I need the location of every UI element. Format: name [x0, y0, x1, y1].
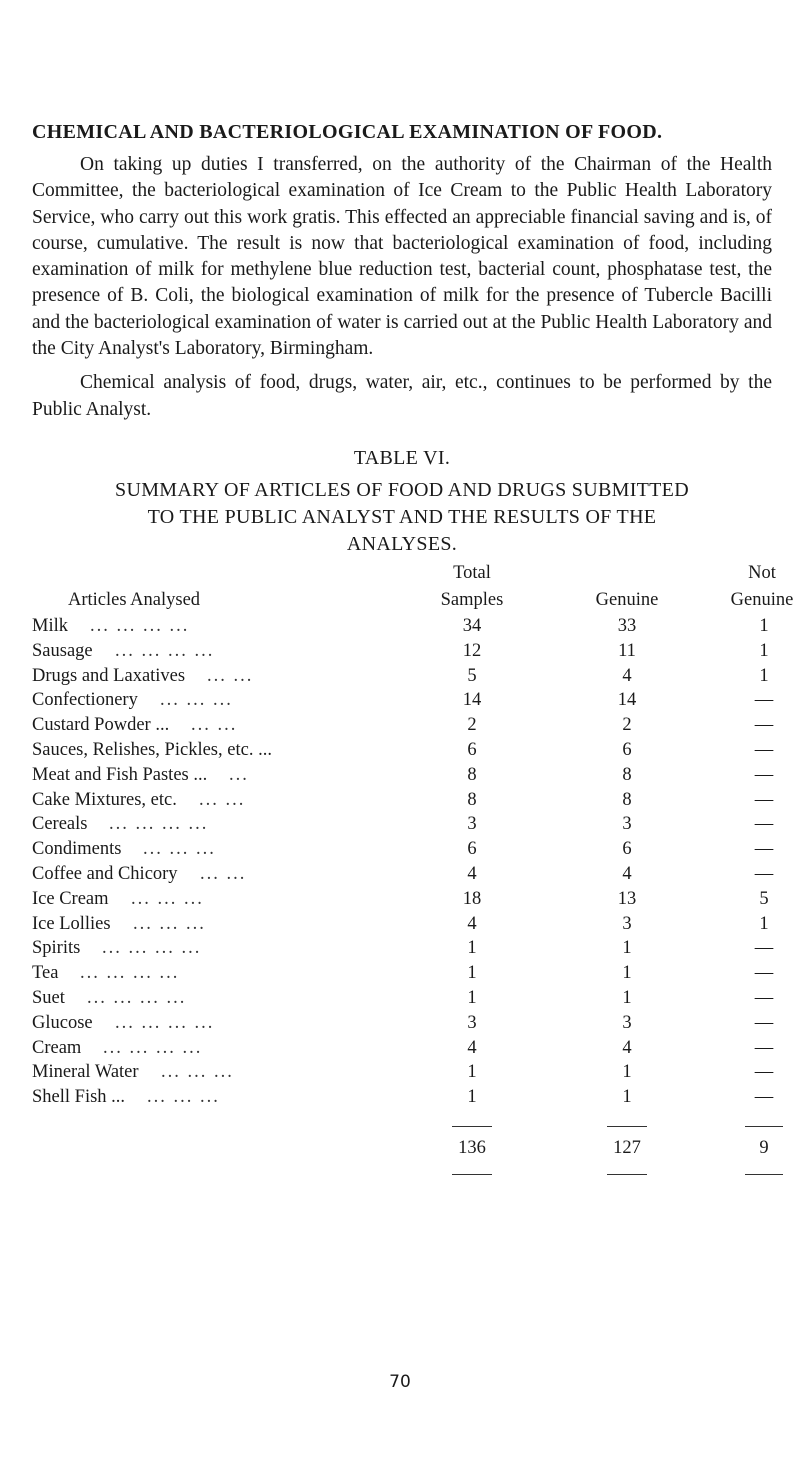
article-name: Ice Lollies [32, 913, 111, 934]
genuine-cell: 33 [617, 615, 637, 636]
genuine-cell: 4 [622, 863, 632, 884]
genuine-cell: 3 [622, 913, 632, 934]
table-header-top [32, 560, 776, 587]
leader-dots: ... ... ... [161, 1062, 234, 1083]
total-samples-cell: 1 [467, 1062, 477, 1083]
genuine-cell: 4 [622, 1037, 632, 1058]
table-row [32, 738, 772, 763]
total-samples-cell: 18 [462, 888, 482, 909]
leader-dots: ... ... ... [160, 690, 233, 711]
not-genuine-cell: — [754, 715, 774, 736]
rule [745, 1174, 783, 1176]
table-summary [32, 477, 772, 558]
not-genuine-cell: — [754, 963, 774, 984]
summary-line: TO THE PUBLIC ANALYST AND THE RESULTS OF THE [147, 505, 657, 528]
total-samples: 136 [458, 1137, 486, 1158]
article-name: Confectionery [32, 690, 138, 711]
total-samples-cell: 3 [467, 814, 477, 835]
leader-dots: ... ... [199, 789, 246, 810]
not-genuine-cell: 1 [759, 640, 769, 661]
page-number: 70 [389, 1372, 411, 1392]
total-samples-cell: 3 [467, 1012, 477, 1033]
header-not-genuine: Genuine [730, 589, 794, 610]
table-row [32, 961, 772, 986]
table-row [32, 788, 772, 813]
genuine-cell: 6 [622, 739, 632, 760]
total-samples-cell: 6 [467, 839, 477, 860]
total-samples-cell: 1 [467, 938, 477, 959]
table-row [32, 713, 772, 738]
not-genuine-cell: — [754, 987, 774, 1008]
table-row [32, 986, 772, 1011]
table-row [32, 812, 772, 837]
rule [607, 1174, 647, 1176]
not-genuine-cell: — [754, 789, 774, 810]
genuine-cell: 14 [617, 690, 637, 711]
paragraph-transfer: On taking up duties I transferred, on the authority of the Chairman of the Health Committee, the bacteriological examination of Ice Cream to the Public Health Laboratory Service, who carry out this work gratis. This effected an appreciable financial saving and is, of course, cumulative. The result is now that bacteriological examination of food, including examination of milk for methylene blue reduction test, bacterial count, phosphatase test, the presence of B. Coli, the biological examination of milk for the presence of Tubercle Bacilli and the bacteriological examination of water is carried out at the Public Health Laboratory and the City Analyst's Laboratory, Birmingham. [32, 154, 772, 360]
article-name: Glucose [32, 1012, 93, 1033]
article-name: Milk [32, 615, 68, 636]
table-row [32, 614, 772, 639]
leader-dots: ... ... ... ... [103, 1037, 203, 1058]
leader-dots: ... ... [191, 715, 238, 736]
table-row [32, 639, 772, 664]
totals-row [32, 1130, 772, 1166]
table-row [32, 912, 772, 937]
header-genuine: Genuine [595, 589, 659, 610]
article-name: Cake Mixtures, etc. [32, 789, 177, 810]
total-samples-cell: 1 [467, 1087, 477, 1108]
total-genuine: 127 [613, 1137, 641, 1158]
not-genuine-cell: — [754, 1012, 774, 1033]
genuine-cell: 4 [622, 665, 632, 686]
not-genuine-cell: 5 [759, 888, 769, 909]
genuine-cell: 11 [618, 640, 636, 661]
table-row [32, 1060, 772, 1085]
table-title: TABLE VI. [353, 446, 451, 469]
genuine-cell: 3 [622, 1012, 632, 1033]
article-name: Suet [32, 987, 65, 1008]
not-genuine-cell: — [754, 814, 774, 835]
article-name: Sauces, Relishes, Pickles, etc. ... [32, 739, 272, 760]
section-heading: CHEMICAL AND BACTERIOLOGICAL EXAMINATION OF FOOD. [32, 121, 663, 143]
total-samples-cell: 5 [467, 665, 477, 686]
not-genuine-cell: 1 [759, 913, 769, 934]
article-name: Sausage [32, 640, 93, 661]
summary-line: ANALYSES. [346, 532, 458, 555]
table-row [32, 1085, 772, 1110]
rule [452, 1126, 492, 1128]
leader-dots: ... ... ... [143, 839, 216, 860]
article-name: Drugs and Laxatives [32, 665, 186, 686]
total-rules-bottom [32, 1166, 772, 1180]
table-row [32, 763, 772, 788]
article-name: Spirits [32, 938, 81, 959]
not-genuine-cell: — [754, 839, 774, 860]
genuine-cell: 6 [622, 839, 632, 860]
total-samples-cell: 4 [467, 1037, 477, 1058]
table-row [32, 837, 772, 862]
table-row [32, 1011, 772, 1036]
genuine-cell: 3 [622, 814, 632, 835]
total-rules-top [32, 1110, 772, 1128]
table-row [32, 688, 772, 713]
rule [607, 1126, 647, 1128]
genuine-cell: 1 [622, 987, 632, 1008]
not-genuine-cell: — [754, 938, 774, 959]
total-samples-cell: 6 [467, 739, 477, 760]
document-page [32, 118, 794, 1180]
leader-dots: ... ... ... [147, 1087, 220, 1108]
header-total: Total [453, 562, 491, 583]
total-samples-cell: 1 [467, 963, 477, 984]
article-name: Cream [32, 1037, 82, 1058]
not-genuine-cell: — [754, 1037, 774, 1058]
article-name: Condiments [32, 839, 122, 860]
leader-dots: ... ... ... ... [115, 1012, 215, 1033]
total-samples-cell: 8 [467, 789, 477, 810]
leader-dots: ... [229, 764, 249, 785]
food-analysis-table [32, 560, 794, 1180]
leader-dots: ... ... ... ... [115, 640, 215, 661]
not-genuine-cell: — [754, 1087, 774, 1108]
not-genuine-cell: 1 [759, 615, 769, 636]
article-name: Tea [32, 963, 59, 984]
leader-dots: ... ... ... ... [90, 615, 190, 636]
table-row [32, 664, 772, 689]
header-samples: Samples [440, 589, 504, 610]
genuine-cell: 1 [622, 963, 632, 984]
table-row [32, 1036, 772, 1061]
article-name: Meat and Fish Pastes ... [32, 764, 208, 785]
not-genuine-cell: — [754, 1062, 774, 1083]
genuine-cell: 8 [622, 764, 632, 785]
table-row [32, 887, 772, 912]
total-samples-cell: 4 [467, 913, 477, 934]
rule [452, 1174, 492, 1176]
leader-dots: ... ... ... [131, 888, 204, 909]
summary-line: SUMMARY OF ARTICLES OF FOOD AND DRUGS SUBMITTED [115, 478, 689, 501]
leader-dots: ... ... [200, 863, 247, 884]
leader-dots: ... ... ... ... [80, 963, 180, 984]
article-name: Custard Powder ... [32, 715, 170, 736]
table-row [32, 862, 772, 887]
genuine-cell: 2 [622, 715, 632, 736]
leader-dots: ... ... ... ... [109, 814, 209, 835]
leader-dots: ... ... ... ... [102, 938, 202, 959]
total-samples-cell: 1 [467, 987, 477, 1008]
header-not: Not [748, 562, 776, 583]
total-samples-cell: 12 [462, 640, 482, 661]
total-samples-cell: 34 [462, 615, 482, 636]
total-samples-cell: 4 [467, 863, 477, 884]
article-name: Coffee and Chicory [32, 863, 178, 884]
paragraph-chemical-analysis: Chemical analysis of food, drugs, water, air, etc., continues to be performed by the Public Analyst. [32, 372, 772, 420]
rule [745, 1126, 783, 1128]
genuine-cell: 1 [622, 938, 632, 959]
not-genuine-cell: 1 [759, 665, 769, 686]
total-samples-cell: 2 [467, 715, 477, 736]
table-header-bottom [32, 587, 794, 614]
article-name: Shell Fish ... [32, 1087, 126, 1108]
header-articles: Articles Analysed [68, 589, 201, 610]
total-samples-cell: 8 [467, 764, 477, 785]
article-name: Mineral Water [32, 1062, 139, 1083]
total-not-genuine: 9 [759, 1137, 769, 1158]
genuine-cell: 1 [622, 1062, 632, 1083]
genuine-cell: 8 [622, 789, 632, 810]
genuine-cell: 13 [617, 888, 637, 909]
leader-dots: ... ... ... ... [87, 987, 187, 1008]
article-name: Cereals [32, 814, 88, 835]
leader-dots: ... ... [207, 665, 254, 686]
genuine-cell: 1 [622, 1087, 632, 1108]
not-genuine-cell: — [754, 764, 774, 785]
table-row [32, 936, 772, 961]
not-genuine-cell: — [754, 690, 774, 711]
total-samples-cell: 14 [462, 690, 482, 711]
not-genuine-cell: — [754, 863, 774, 884]
not-genuine-cell: — [754, 739, 774, 760]
table-body [32, 614, 772, 1110]
leader-dots: ... ... ... [133, 913, 206, 934]
article-name: Ice Cream [32, 888, 109, 909]
